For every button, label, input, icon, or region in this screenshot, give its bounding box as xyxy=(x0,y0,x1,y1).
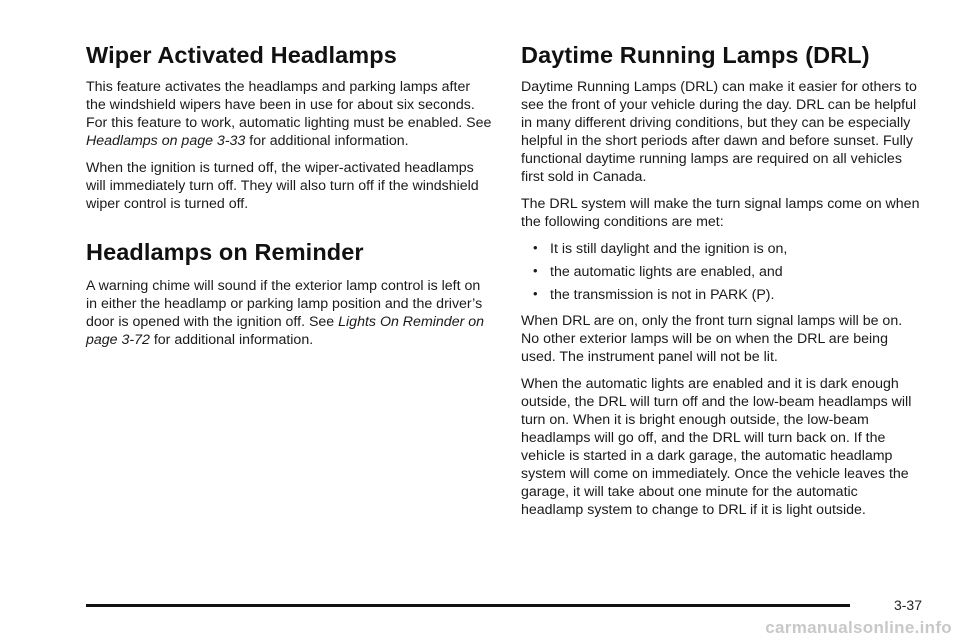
watermark: carmanualsonline.info xyxy=(765,618,952,637)
reminder-paragraph-1-tail: for additional information. xyxy=(149,332,314,348)
headlamps-reference-link[interactable]: Headlamps on page 3-33 xyxy=(86,133,246,149)
heading-daytime-running-lamps: Daytime Running Lamps (DRL) xyxy=(521,42,870,68)
bullet-icon: • xyxy=(533,263,538,278)
wiper-paragraph-2: When the ignition is turned off, the wiper-activated headlamps will immediately turn off. They will also turn off if the windshield wiper control is turned off. xyxy=(86,160,479,212)
list-item xyxy=(521,286,921,304)
right-column xyxy=(521,40,921,528)
wiper-paragraph-1 xyxy=(86,78,492,150)
bullet-icon: • xyxy=(533,240,538,255)
wiper-paragraph-1-text: This feature activates the headlamps and parking lamps after the windshield wipers have been in use for about six seconds. For this feature to work, automatic lighting must be enabled. See xyxy=(86,79,492,131)
list-item-text: the transmission is not in PARK (P). xyxy=(550,287,775,303)
drl-paragraph-2: The DRL system will make the turn signal lamps come on when the following conditions are met: xyxy=(521,196,920,230)
heading-headlamps-on-reminder: Headlamps on Reminder xyxy=(86,239,364,265)
heading-wiper-activated-headlamps: Wiper Activated Headlamps xyxy=(86,42,397,68)
footer-rule xyxy=(86,604,850,607)
wiper-paragraph-1-tail: for additional information. xyxy=(245,133,409,149)
reminder-paragraph-1-text: A warning chime will sound if the exterior lamp control is left on in either the headlamp or parking lamp position and the driver’s door is opened with the ignition off. See xyxy=(86,278,483,330)
drl-conditions-list xyxy=(521,240,921,304)
reminder-paragraph-1 xyxy=(86,277,492,349)
list-item-text: It is still daylight and the ignition is on, xyxy=(550,241,788,257)
page-number: 3-37 xyxy=(893,597,922,613)
list-item xyxy=(521,263,921,281)
drl-paragraph-1: Daytime Running Lamps (DRL) can make it easier for others to see the front of your vehicle during the day. DRL can be helpful in many different driving conditions, but they can be especially helpful in the short periods after dawn and before sunset. Fully functional daytime running lamps are required on all vehicles first sold in Canada. xyxy=(521,79,917,185)
list-item-text: the automatic lights are enabled, and xyxy=(550,264,783,280)
bullet-icon: • xyxy=(533,286,538,301)
list-item xyxy=(521,240,921,258)
left-column xyxy=(86,40,492,358)
drl-paragraph-3: When DRL are on, only the front turn signal lamps will be on. No other exterior lamps will be on when the DRL are being used. The instrument panel will not be lit. xyxy=(521,313,903,365)
drl-paragraph-4: When the automatic lights are enabled and it is dark enough outside, the DRL will turn off and the low-beam headlamps will turn on. When it is bright enough outside, the low-beam headlamps will go off, and the DRL will turn back on. If the vehicle is started in a dark garage, the automatic headlamp system will come on immediately. Once the vehicle leaves the garage, it will take about one minute for the automatic headlamp system to change to DRL if it is light outside. xyxy=(521,376,912,518)
lights-on-reminder-reference-link[interactable]: Lights On Reminder on page 3-72 xyxy=(86,314,485,348)
